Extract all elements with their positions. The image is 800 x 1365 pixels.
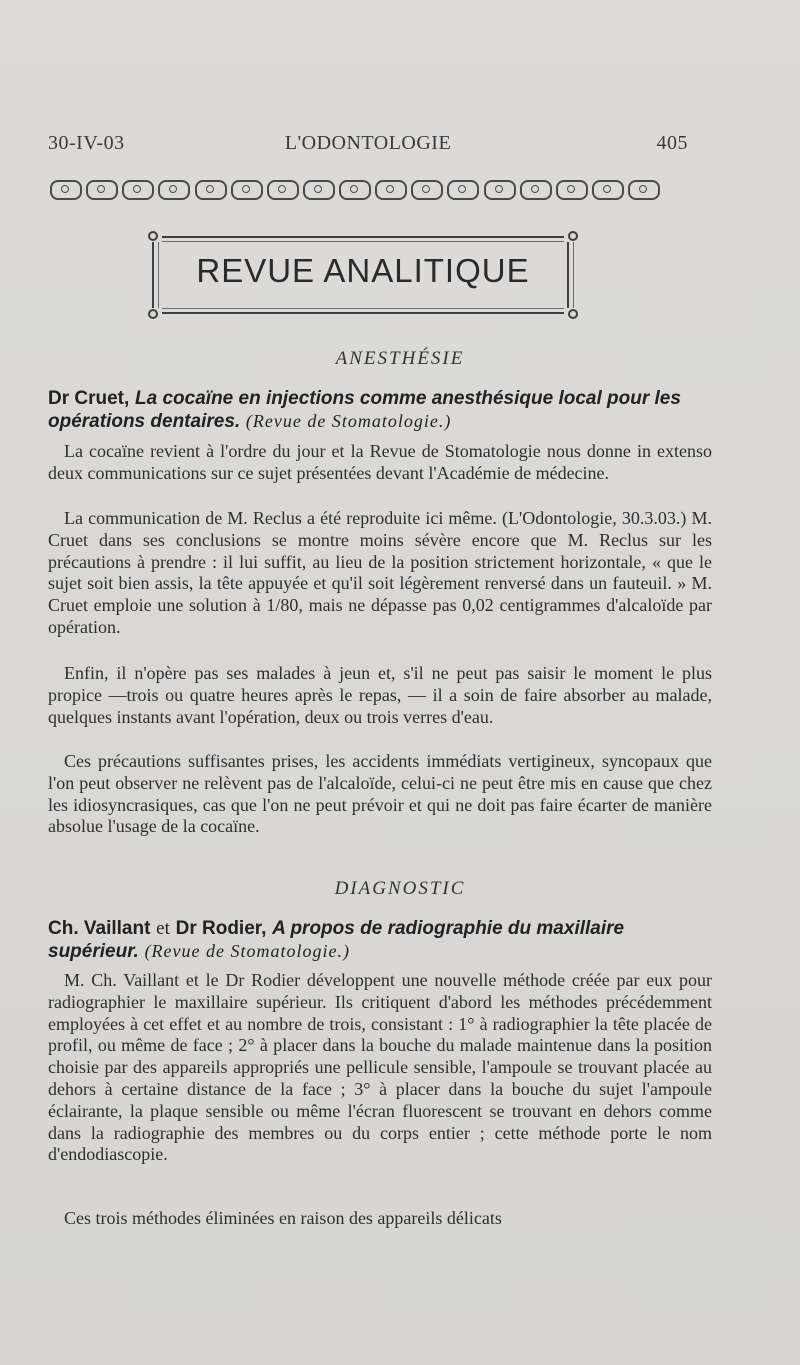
article-source: (Revue de Stomatologie.) — [144, 941, 350, 961]
article-author: Ch. Vaillant — [48, 918, 151, 939]
conjunction: et — [156, 918, 170, 939]
ornament-icon — [375, 180, 407, 200]
page-number: 405 — [656, 132, 688, 154]
ornament-icon — [303, 180, 335, 200]
article-source: (Revue de Stomatologie.) — [245, 411, 452, 431]
ornament-icon — [628, 180, 660, 200]
issue-date: 30-IV-03 — [48, 132, 125, 154]
ornament-icon — [484, 180, 516, 200]
paragraph: Ces précautions suffisantes prises, les accidents immédiats vertigineux, syncopaux que l'on peut observer ne relèvent pas de l'alcaloïde, celui-ci ne peut être mis en cause que chez les idiosyncrasiques, cas que l'on ne peut prévoir et qui ne doit pas faire écarter de manière absolue l'usage de la cocaïne. — [48, 751, 712, 837]
ornament-icon — [158, 180, 190, 200]
running-head — [48, 132, 688, 156]
article-title: La cocaïne en injections comme anesthésique local pour les opérations dentaires. — [48, 388, 681, 432]
article-author: Dr Cruet, — [48, 388, 130, 409]
section-heading-diagnostic: DIAGNOSTIC — [334, 878, 466, 899]
paragraph: Ces trois méthodes éliminées en raison des appareils délicats — [64, 1208, 502, 1228]
ornament-icon — [556, 180, 588, 200]
article-heading — [48, 388, 712, 433]
ornament-icon — [231, 180, 263, 200]
ornament-icon — [267, 180, 299, 200]
review-title: REVUE ANALITIQUE — [196, 252, 530, 289]
ornament-icon — [195, 180, 227, 200]
article-heading — [48, 918, 712, 963]
ornamental-border — [50, 180, 660, 204]
ornament-icon — [122, 180, 154, 200]
ornament-icon — [447, 180, 479, 200]
ornament-icon — [86, 180, 118, 200]
ornament-icon — [339, 180, 371, 200]
paragraph: Enfin, il n'opère pas ses malades à jeun et, s'il ne peut pas saisir le moment le plus propice —trois ou quatre heures après le repas, — il a soin de faire absorber au malade, quelques instants avant l'opération, deux ou trois verres d'eau. — [48, 663, 712, 727]
ornament-icon — [592, 180, 624, 200]
article-title: A propos de radiographie du maxillaire supérieur. — [48, 918, 625, 962]
article-author: Dr Rodier, — [175, 918, 267, 939]
section-heading-anesthesie: ANESTHÉSIE — [335, 348, 465, 369]
paragraph: La communication de M. Reclus a été reproduite ici même. (L'Odontologie, 30.3.03.) M. Cruet dans ses conclusions se montre moins sévère encore que M. Reclus sur les précautions à prendre : il lui suffit, au lieu de la position strictement horizontale, « que le sujet soit bien assis, la tête appuyée et qu'il soit légèrement renversé dans un fauteuil. » M. Cruet emploie une solution à 1/80, mais ne dépasse pas 0,02 centigrammes d'alcaloïde par opération. — [48, 508, 712, 637]
section-title-frame — [150, 232, 576, 318]
journal-title: L'ODONTOLOGIE — [284, 132, 452, 154]
ornament-icon — [50, 180, 82, 200]
ornament-icon — [411, 180, 443, 200]
paragraph: La cocaïne revient à l'ordre du jour et la Revue de Stomatologie nous donne in extenso deux communications sur ce sujet présentées devant l'Académie de médecine. — [48, 441, 712, 483]
ornament-icon — [520, 180, 552, 200]
paragraph: M. Ch. Vaillant et le Dr Rodier développent une nouvelle méthode créée par eux pour radiographier le maxillaire supérieur. Ils critiquent d'abord les méthodes précédemment employées à cet effet et au nombre de trois, consistant : 1° à radiographier la tête placée de profil, ou même de face ; 2° à placer dans la bouche du malade maintenue dans la position choisie par des appareils appropriés une pellicule sensible, l'ampoule se trouvant placée au dehors à certaine distance de la face ; 3° à placer dans la bouche du sujet l'ampoule éclairante, la plaque sensible ou même l'écran fluorescent se trouvant en dehors comme dans la radiographie des membres ou du corps entier ; cette méthode porte le nom d'endodiascopie. — [48, 970, 712, 1165]
